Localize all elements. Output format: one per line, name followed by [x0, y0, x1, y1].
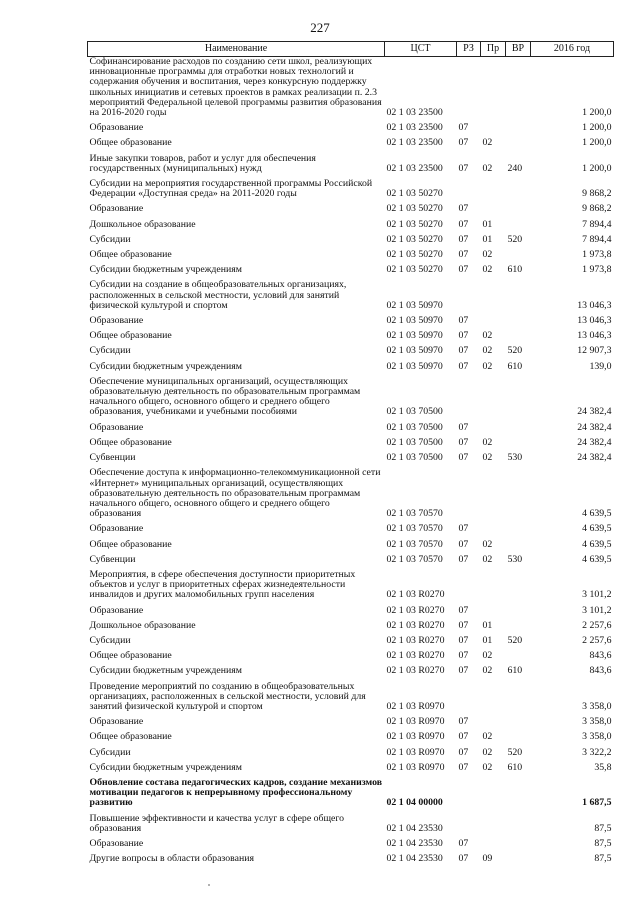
table-row — [88, 179, 614, 199]
cell-cst: 02 1 03 R0270 — [386, 589, 445, 601]
cell-name: Обеспечение муниципальных организаций, осуществляющих образовательную деятельность по образовательным программам начального общего, основного общего и среднего общего образования, учебниками и учебными пособиями — [89, 375, 361, 418]
cell-amount: 13 046,3 — [577, 315, 612, 327]
cell-amount: 24 382,4 — [577, 421, 612, 433]
cell-name: Обновление состава педагогических кадров, создание механизмов мотивации педагогов к непрерывному профессиональному развитию — [89, 776, 383, 809]
table-row — [88, 235, 614, 245]
table-row — [88, 438, 614, 448]
cell-pr — [481, 606, 506, 616]
cell-cst: 02 1 03 R0270 — [386, 650, 445, 662]
cell-vr — [506, 468, 531, 519]
table-row — [88, 123, 614, 133]
cell-vr — [506, 377, 531, 418]
cell-vr — [506, 138, 531, 148]
cell-name: Общее образование — [89, 731, 172, 743]
table-row — [88, 555, 614, 565]
cell-pr — [481, 682, 506, 713]
cell-vr: 240 — [507, 162, 523, 174]
cell-cst: 02 1 03 70500 — [386, 452, 443, 464]
cell-name: Образование — [89, 421, 144, 433]
cell-pr — [481, 778, 506, 809]
cell-amount: 4 639,5 — [582, 523, 612, 535]
cell-amount: 13 046,3 — [577, 330, 612, 342]
cell-cst: 02 1 03 70500 — [386, 436, 443, 448]
cell-name: Образование — [89, 716, 144, 728]
header-cst: ЦСТ — [385, 42, 457, 57]
table-row — [88, 763, 614, 773]
cell-cst: 02 1 03 23500 — [386, 122, 443, 134]
cell-amount: 12 907,3 — [577, 345, 612, 357]
cell-rz: 07 — [458, 853, 469, 865]
table-row — [88, 154, 614, 174]
cell-cst: 02 1 03 R0970 — [386, 761, 445, 773]
cell-name: Субсидии на создание в общеобразовательных организациях, расположенных в сельской местности, условий для занятий физической культурой и спортом — [89, 279, 347, 311]
table-row — [88, 839, 614, 849]
cell-amount: 1 687,5 — [582, 797, 612, 809]
cell-rz: 07 — [458, 634, 469, 646]
cell-amount: 1 200,0 — [582, 162, 612, 174]
cell-cst: 02 1 03 R0970 — [386, 746, 445, 758]
cell-rz: 07 — [458, 122, 469, 134]
cell-pr: 01 — [482, 619, 493, 631]
table-row — [88, 331, 614, 341]
cell-amount: 35,8 — [594, 761, 612, 773]
cell-vr — [506, 123, 531, 133]
cell-rz: 07 — [458, 761, 469, 773]
cell-cst: 02 1 03 70570 — [386, 508, 443, 520]
cell-pr: 02 — [482, 330, 493, 342]
budget-table — [87, 41, 614, 864]
cell-amount: 1 200,0 — [582, 107, 612, 119]
cell-cst: 02 1 03 50270 — [386, 249, 443, 261]
cell-rz — [457, 377, 481, 418]
table-row — [88, 651, 614, 661]
table-row — [88, 138, 614, 148]
cell-rz — [457, 468, 481, 519]
cell-cst: 02 1 04 23530 — [386, 837, 443, 849]
table-row — [88, 682, 614, 713]
cell-cst: 02 1 03 R0270 — [386, 634, 445, 646]
header-name: Наименование — [88, 42, 385, 57]
cell-rz: 07 — [458, 619, 469, 631]
cell-rz: 07 — [458, 604, 469, 616]
cell-rz: 07 — [458, 553, 469, 565]
cell-cst: 02 1 03 R0970 — [386, 716, 445, 728]
cell-vr: 610 — [507, 360, 523, 372]
table-row — [88, 316, 614, 326]
cell-name: Общее образование — [89, 330, 172, 342]
cell-amount: 3 358,0 — [582, 700, 612, 712]
cell-vr — [506, 682, 531, 713]
cell-pr: 02 — [482, 538, 493, 550]
cell-vr — [506, 606, 531, 616]
cell-pr: 02 — [482, 746, 493, 758]
cell-cst: 02 1 03 R0970 — [386, 731, 445, 743]
cell-rz — [457, 57, 481, 119]
cell-vr — [506, 651, 531, 661]
table-row — [88, 570, 614, 601]
cell-pr: 01 — [482, 218, 493, 230]
cell-name: Субвенции — [89, 553, 136, 565]
cell-vr — [506, 438, 531, 448]
table-row — [88, 453, 614, 463]
cell-name: Образование — [89, 837, 144, 849]
cell-vr — [506, 250, 531, 260]
table-row — [88, 250, 614, 260]
scan-speck — [208, 884, 210, 886]
cell-name: Иные закупки товаров, работ и услуг для обеспечения государственных (муниципальных) нужд — [89, 152, 316, 174]
header-rz: РЗ — [457, 42, 481, 57]
cell-amount: 87,5 — [594, 837, 612, 849]
cell-pr: 02 — [482, 452, 493, 464]
cell-cst: 02 1 03 70500 — [386, 406, 443, 418]
cell-rz: 07 — [458, 731, 469, 743]
cell-rz: 07 — [458, 665, 469, 677]
cell-name: Образование — [89, 315, 144, 327]
cell-rz: 07 — [458, 436, 469, 448]
cell-amount: 1 200,0 — [582, 122, 612, 134]
cell-name: Обеспечение доступа к информационно-телекоммуникационной сети «Интернет» муниципальных организаций, осуществляющих образовательную деятельность по образовательным программам начального общего, основного общего и среднего общего образования — [89, 467, 381, 520]
cell-amount: 7 894,4 — [582, 218, 612, 230]
cell-cst: 02 1 03 50970 — [386, 345, 443, 357]
cell-amount: 2 257,6 — [582, 619, 612, 631]
cell-rz — [457, 570, 481, 601]
cell-cst: 02 1 03 50270 — [386, 264, 443, 276]
cell-amount: 4 639,5 — [582, 553, 612, 565]
cell-cst: 02 1 04 00000 — [386, 797, 443, 809]
cell-pr: 02 — [482, 650, 493, 662]
cell-name: Образование — [89, 604, 144, 616]
cell-vr — [506, 570, 531, 601]
cell-cst: 02 1 03 50270 — [386, 218, 443, 230]
cell-cst: 02 1 03 50970 — [386, 330, 443, 342]
cell-rz — [457, 280, 481, 311]
cell-rz: 07 — [458, 523, 469, 535]
cell-vr — [506, 717, 531, 727]
cell-cst: 02 1 03 70570 — [386, 553, 443, 565]
cell-amount: 87,5 — [594, 822, 612, 834]
cell-pr — [481, 280, 506, 311]
cell-amount: 13 046,3 — [577, 299, 612, 311]
cell-name: Субсидии бюджетным учреждениям — [89, 360, 242, 372]
table-row — [88, 636, 614, 646]
table-row — [88, 280, 614, 311]
cell-vr — [506, 179, 531, 199]
cell-pr — [481, 316, 506, 326]
table-row — [88, 748, 614, 758]
cell-pr — [481, 839, 506, 849]
cell-rz: 07 — [458, 218, 469, 230]
cell-amount: 24 382,4 — [577, 452, 612, 464]
cell-name: Софинансирование расходов по созданию сети школ, реализующих инновационные программы для отработки новых технологий и содержания обучения и воспитания, через конкурсную поддержку школьных инициатив и сетевых проектов в рамках реализации п. 2.3 мероприятий Федеральной целевой программы развития образования на 2016-2020 годы — [89, 56, 382, 119]
cell-amount: 3 101,2 — [582, 604, 612, 616]
cell-pr: 01 — [482, 233, 493, 245]
cell-name: Дошкольное образование — [89, 218, 196, 230]
cell-vr — [506, 57, 531, 119]
cell-pr — [481, 204, 506, 214]
cell-name: Субсидии на мероприятия государственной программы Российской Федерации «Доступная среда» на 2011-2020 годы — [89, 178, 373, 200]
cell-name: Проведение мероприятий по созданию в общеобразовательных организациях, расположенных в сельской местности, условий для занятий физической культурой и спортом — [89, 680, 366, 712]
cell-vr — [506, 732, 531, 742]
cell-cst: 02 1 03 23500 — [386, 107, 443, 119]
cell-rz: 07 — [458, 315, 469, 327]
cell-amount: 843,6 — [589, 665, 612, 677]
cell-rz: 07 — [458, 203, 469, 215]
cell-amount: 4 639,5 — [582, 538, 612, 550]
table-row — [88, 524, 614, 534]
cell-pr: 02 — [482, 731, 493, 743]
cell-pr — [481, 123, 506, 133]
cell-amount: 1 973,8 — [582, 249, 612, 261]
cell-rz — [457, 778, 481, 809]
table-row — [88, 717, 614, 727]
cell-cst: 02 1 03 R0270 — [386, 604, 445, 616]
table-row — [88, 220, 614, 230]
cell-pr: 01 — [482, 634, 493, 646]
table-body — [88, 57, 614, 865]
cell-vr: 610 — [507, 264, 523, 276]
cell-name: Субвенции — [89, 452, 136, 464]
cell-cst: 02 1 03 23500 — [386, 137, 443, 149]
cell-vr — [506, 839, 531, 849]
cell-name: Субсидии — [89, 345, 131, 357]
cell-pr: 02 — [482, 665, 493, 677]
cell-vr: 520 — [507, 345, 523, 357]
cell-vr — [506, 621, 531, 631]
cell-cst: 02 1 03 70500 — [386, 421, 443, 433]
cell-pr: 02 — [482, 436, 493, 448]
cell-amount: 3 101,2 — [582, 589, 612, 601]
cell-rz: 07 — [458, 837, 469, 849]
cell-amount: 3 358,0 — [582, 716, 612, 728]
cell-name: Субсидии бюджетным учреждениям — [89, 665, 242, 677]
cell-name: Мероприятия, в сфере обеспечения доступности приоритетных объектов и услуг в приоритетных сферах жизнедеятельности инвалидов и других маломобильных групп населения — [89, 568, 356, 601]
cell-vr — [506, 280, 531, 311]
cell-pr — [481, 570, 506, 601]
table-row — [88, 621, 614, 631]
cell-vr: 520 — [507, 746, 523, 758]
table-header-row — [88, 42, 614, 57]
page-number: 227 — [310, 20, 330, 35]
cell-vr — [506, 316, 531, 326]
cell-rz: 07 — [458, 233, 469, 245]
cell-amount: 139,0 — [589, 360, 612, 372]
cell-pr: 02 — [482, 264, 493, 276]
cell-rz: 07 — [458, 716, 469, 728]
cell-vr — [506, 524, 531, 534]
cell-vr: 530 — [507, 553, 523, 565]
cell-vr: 520 — [507, 634, 523, 646]
cell-rz: 07 — [458, 249, 469, 261]
cell-amount: 1 200,0 — [582, 137, 612, 149]
table-row — [88, 732, 614, 742]
cell-vr: 610 — [507, 665, 523, 677]
header-year: 2016 год — [531, 42, 614, 57]
table-row — [88, 265, 614, 275]
cell-name: Общее образование — [89, 538, 172, 550]
cell-pr — [481, 468, 506, 519]
table-row — [88, 814, 614, 834]
cell-cst: 02 1 03 70570 — [386, 538, 443, 550]
cell-pr — [481, 423, 506, 433]
cell-cst: 02 1 04 23530 — [386, 822, 443, 834]
cell-amount: 1 973,8 — [582, 264, 612, 276]
cell-amount: 87,5 — [594, 853, 612, 865]
cell-amount: 3 322,2 — [582, 746, 612, 758]
table-row — [88, 57, 614, 119]
cell-rz: 07 — [458, 330, 469, 342]
cell-pr — [481, 179, 506, 199]
cell-name: Образование — [89, 122, 144, 134]
cell-name: Общее образование — [89, 249, 172, 261]
cell-cst: 02 1 03 23500 — [386, 162, 443, 174]
cell-vr — [506, 540, 531, 550]
cell-pr: 02 — [482, 137, 493, 149]
cell-cst: 02 1 03 50970 — [386, 360, 443, 372]
cell-cst: 02 1 03 50270 — [386, 203, 443, 215]
cell-amount: 9 868,2 — [582, 188, 612, 200]
cell-cst: 02 1 03 50970 — [386, 315, 443, 327]
cell-amount: 843,6 — [589, 650, 612, 662]
cell-cst: 02 1 03 R0270 — [386, 619, 445, 631]
table-row — [88, 540, 614, 550]
cell-amount: 4 639,5 — [582, 508, 612, 520]
cell-vr — [506, 854, 531, 864]
cell-name: Общее образование — [89, 436, 172, 448]
table-row — [88, 423, 614, 433]
cell-pr: 02 — [482, 360, 493, 372]
cell-vr — [506, 778, 531, 809]
cell-name: Субсидии — [89, 233, 131, 245]
cell-name: Субсидии бюджетным учреждениям — [89, 264, 242, 276]
header-vr: ВР — [506, 42, 531, 57]
cell-pr: 02 — [482, 345, 493, 357]
cell-name: Повышение эффективности и качества услуг в сфере общего образования — [89, 812, 345, 834]
table-row — [88, 346, 614, 356]
cell-pr: 02 — [482, 249, 493, 261]
cell-pr: 02 — [482, 553, 493, 565]
cell-cst: 02 1 03 R0270 — [386, 665, 445, 677]
table-row — [88, 778, 614, 809]
cell-name: Субсидии — [89, 746, 131, 758]
cell-name: Дошкольное образование — [89, 619, 196, 631]
cell-name: Образование — [89, 203, 144, 215]
cell-amount: 24 382,4 — [577, 406, 612, 418]
cell-vr: 520 — [507, 233, 523, 245]
cell-name: Общее образование — [89, 137, 172, 149]
cell-vr — [506, 220, 531, 230]
cell-name: Образование — [89, 523, 144, 535]
cell-pr — [481, 377, 506, 418]
cell-vr — [506, 814, 531, 834]
cell-cst: 02 1 03 50270 — [386, 188, 443, 200]
cell-cst: 02 1 03 R0970 — [386, 700, 445, 712]
cell-rz: 07 — [458, 538, 469, 550]
cell-rz: 07 — [458, 452, 469, 464]
cell-pr: 02 — [482, 162, 493, 174]
cell-pr — [481, 814, 506, 834]
cell-rz: 07 — [458, 137, 469, 149]
cell-pr — [481, 717, 506, 727]
cell-amount: 24 382,4 — [577, 436, 612, 448]
table-row — [88, 666, 614, 676]
cell-rz: 07 — [458, 162, 469, 174]
table-row — [88, 606, 614, 616]
cell-name: Субсидии — [89, 634, 131, 646]
cell-name: Субсидии бюджетным учреждениям — [89, 761, 242, 773]
cell-vr — [506, 331, 531, 341]
cell-rz: 07 — [458, 650, 469, 662]
cell-rz: 07 — [458, 264, 469, 276]
cell-cst: 02 1 04 23530 — [386, 853, 443, 865]
table-row — [88, 377, 614, 418]
cell-name: Другие вопросы в области образования — [89, 853, 254, 865]
header-pr: Пр — [481, 42, 506, 57]
table-row — [88, 362, 614, 372]
cell-rz — [457, 814, 481, 834]
table-row — [88, 468, 614, 519]
cell-vr: 610 — [507, 761, 523, 773]
cell-name: Общее образование — [89, 650, 172, 662]
cell-rz — [457, 682, 481, 713]
cell-amount: 3 358,0 — [582, 731, 612, 743]
cell-amount: 9 868,2 — [582, 203, 612, 215]
table-row — [88, 204, 614, 214]
cell-vr — [506, 423, 531, 433]
cell-amount: 2 257,6 — [582, 634, 612, 646]
cell-cst: 02 1 03 50970 — [386, 299, 443, 311]
table-row — [88, 854, 614, 864]
cell-rz: 07 — [458, 360, 469, 372]
cell-pr — [481, 57, 506, 119]
cell-rz — [457, 179, 481, 199]
cell-cst: 02 1 03 50270 — [386, 233, 443, 245]
cell-rz: 07 — [458, 345, 469, 357]
cell-cst: 02 1 03 70570 — [386, 523, 443, 535]
cell-rz: 07 — [458, 746, 469, 758]
cell-rz: 07 — [458, 421, 469, 433]
cell-pr — [481, 524, 506, 534]
cell-amount: 7 894,4 — [582, 233, 612, 245]
cell-vr: 530 — [507, 452, 523, 464]
cell-vr — [506, 204, 531, 214]
cell-pr: 02 — [482, 761, 493, 773]
cell-pr: 09 — [482, 853, 493, 865]
